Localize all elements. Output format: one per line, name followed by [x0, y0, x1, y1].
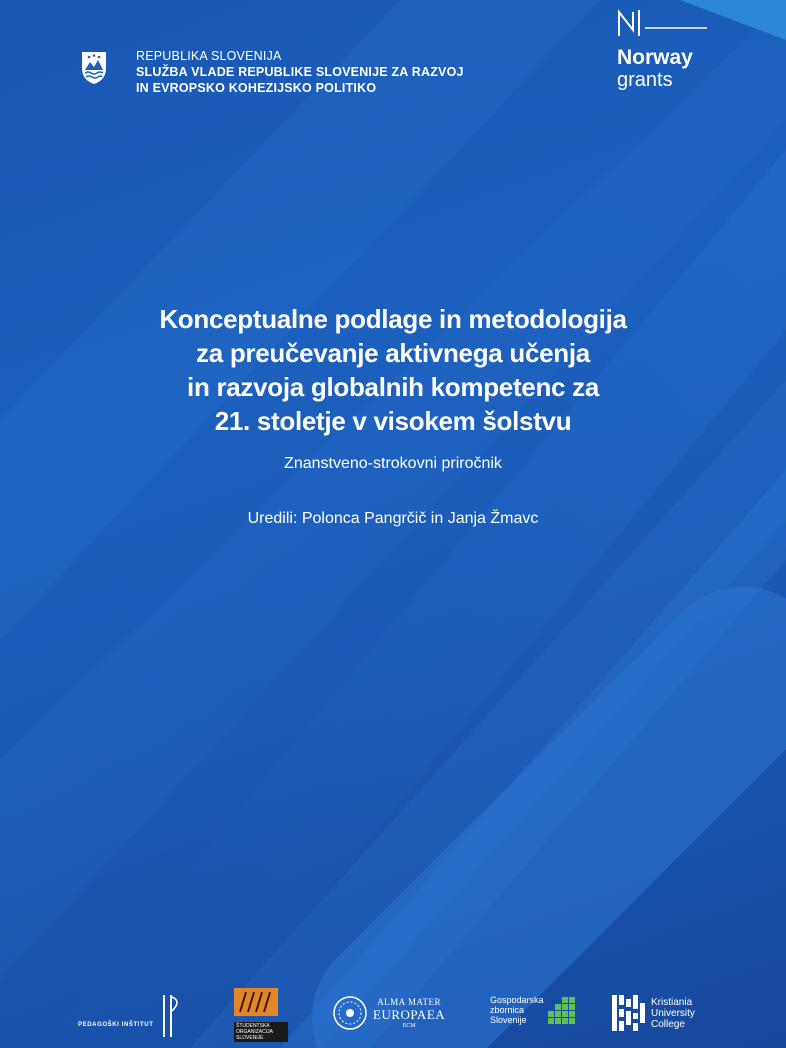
- document-editors: Uredili: Polonca Pangrčič in Janja Žmavc: [247, 510, 539, 527]
- kristiania-line: University: [651, 1007, 695, 1019]
- slovenia-coat-of-arms-icon: [80, 50, 108, 86]
- header-office-line1: SLUŽBA VLADE REPUBLIKE SLOVENIJE ZA RAZVOJ: [136, 65, 464, 79]
- header-republic: REPUBLIKA SLOVENIJA: [136, 49, 282, 63]
- norway-grants-mark-icon: [617, 8, 709, 38]
- title-line: 21. stoletje v visokem šolstvu: [214, 406, 572, 436]
- gospodarska-line: zbornica: [490, 1005, 525, 1015]
- title-line: Konceptualne podlage in metodologija: [159, 304, 627, 334]
- studentska-line: ORGANIZACIJA: [236, 1029, 273, 1035]
- alma-mater-seal-icon: [332, 995, 368, 1031]
- partner-logos: [0, 983, 786, 1043]
- pedagoski-institut-mark-icon: [160, 993, 184, 1039]
- kristiania-line: Kristiania: [651, 996, 693, 1008]
- studentska-organizacija-logo: [234, 988, 286, 1042]
- norway-word: Norway: [617, 46, 693, 69]
- grants-word: grants: [617, 69, 673, 91]
- kristiania-line: College: [651, 1018, 685, 1030]
- document-subtitle: Znanstveno-strokovni priročnik: [284, 455, 502, 472]
- pedagoski-institut-label: PEDAGOŠKI INŠTITUT: [78, 1022, 154, 1028]
- government-header: [80, 48, 464, 96]
- kristiania-logo: [612, 995, 695, 1031]
- kristiania-mark-icon: [612, 995, 646, 1031]
- gospodarska-line: Slovenije: [490, 1015, 527, 1025]
- title-line: za preučevanje aktivnega učenja: [196, 338, 590, 368]
- alma-mater-line2: EUROPAEA: [373, 1007, 446, 1022]
- title-line: in razvoja globalnih kompetenc za: [187, 372, 599, 402]
- studentska-line: SLOVENIJE: [236, 1035, 264, 1041]
- pedagoski-institut-logo: [78, 1013, 153, 1031]
- document-title: [0, 302, 786, 438]
- studentska-organizacija-mark-icon: [234, 988, 278, 1016]
- gospodarska-grid-icon: [548, 997, 576, 1025]
- alma-mater-europaea-logo: [332, 995, 445, 1031]
- header-office-line2: IN EVROPSKO KOHEZIJSKO POLITIKO: [136, 81, 377, 95]
- studentska-line: ŠTUDENTSKA: [236, 1023, 270, 1029]
- alma-mater-line3: ECM: [402, 1023, 416, 1029]
- alma-mater-line1: ALMA MATER: [377, 997, 441, 1007]
- norway-grants-logo: [617, 8, 727, 91]
- gospodarska-zbornica-logo: [490, 995, 576, 1025]
- gospodarska-line: Gospodarska: [490, 995, 544, 1005]
